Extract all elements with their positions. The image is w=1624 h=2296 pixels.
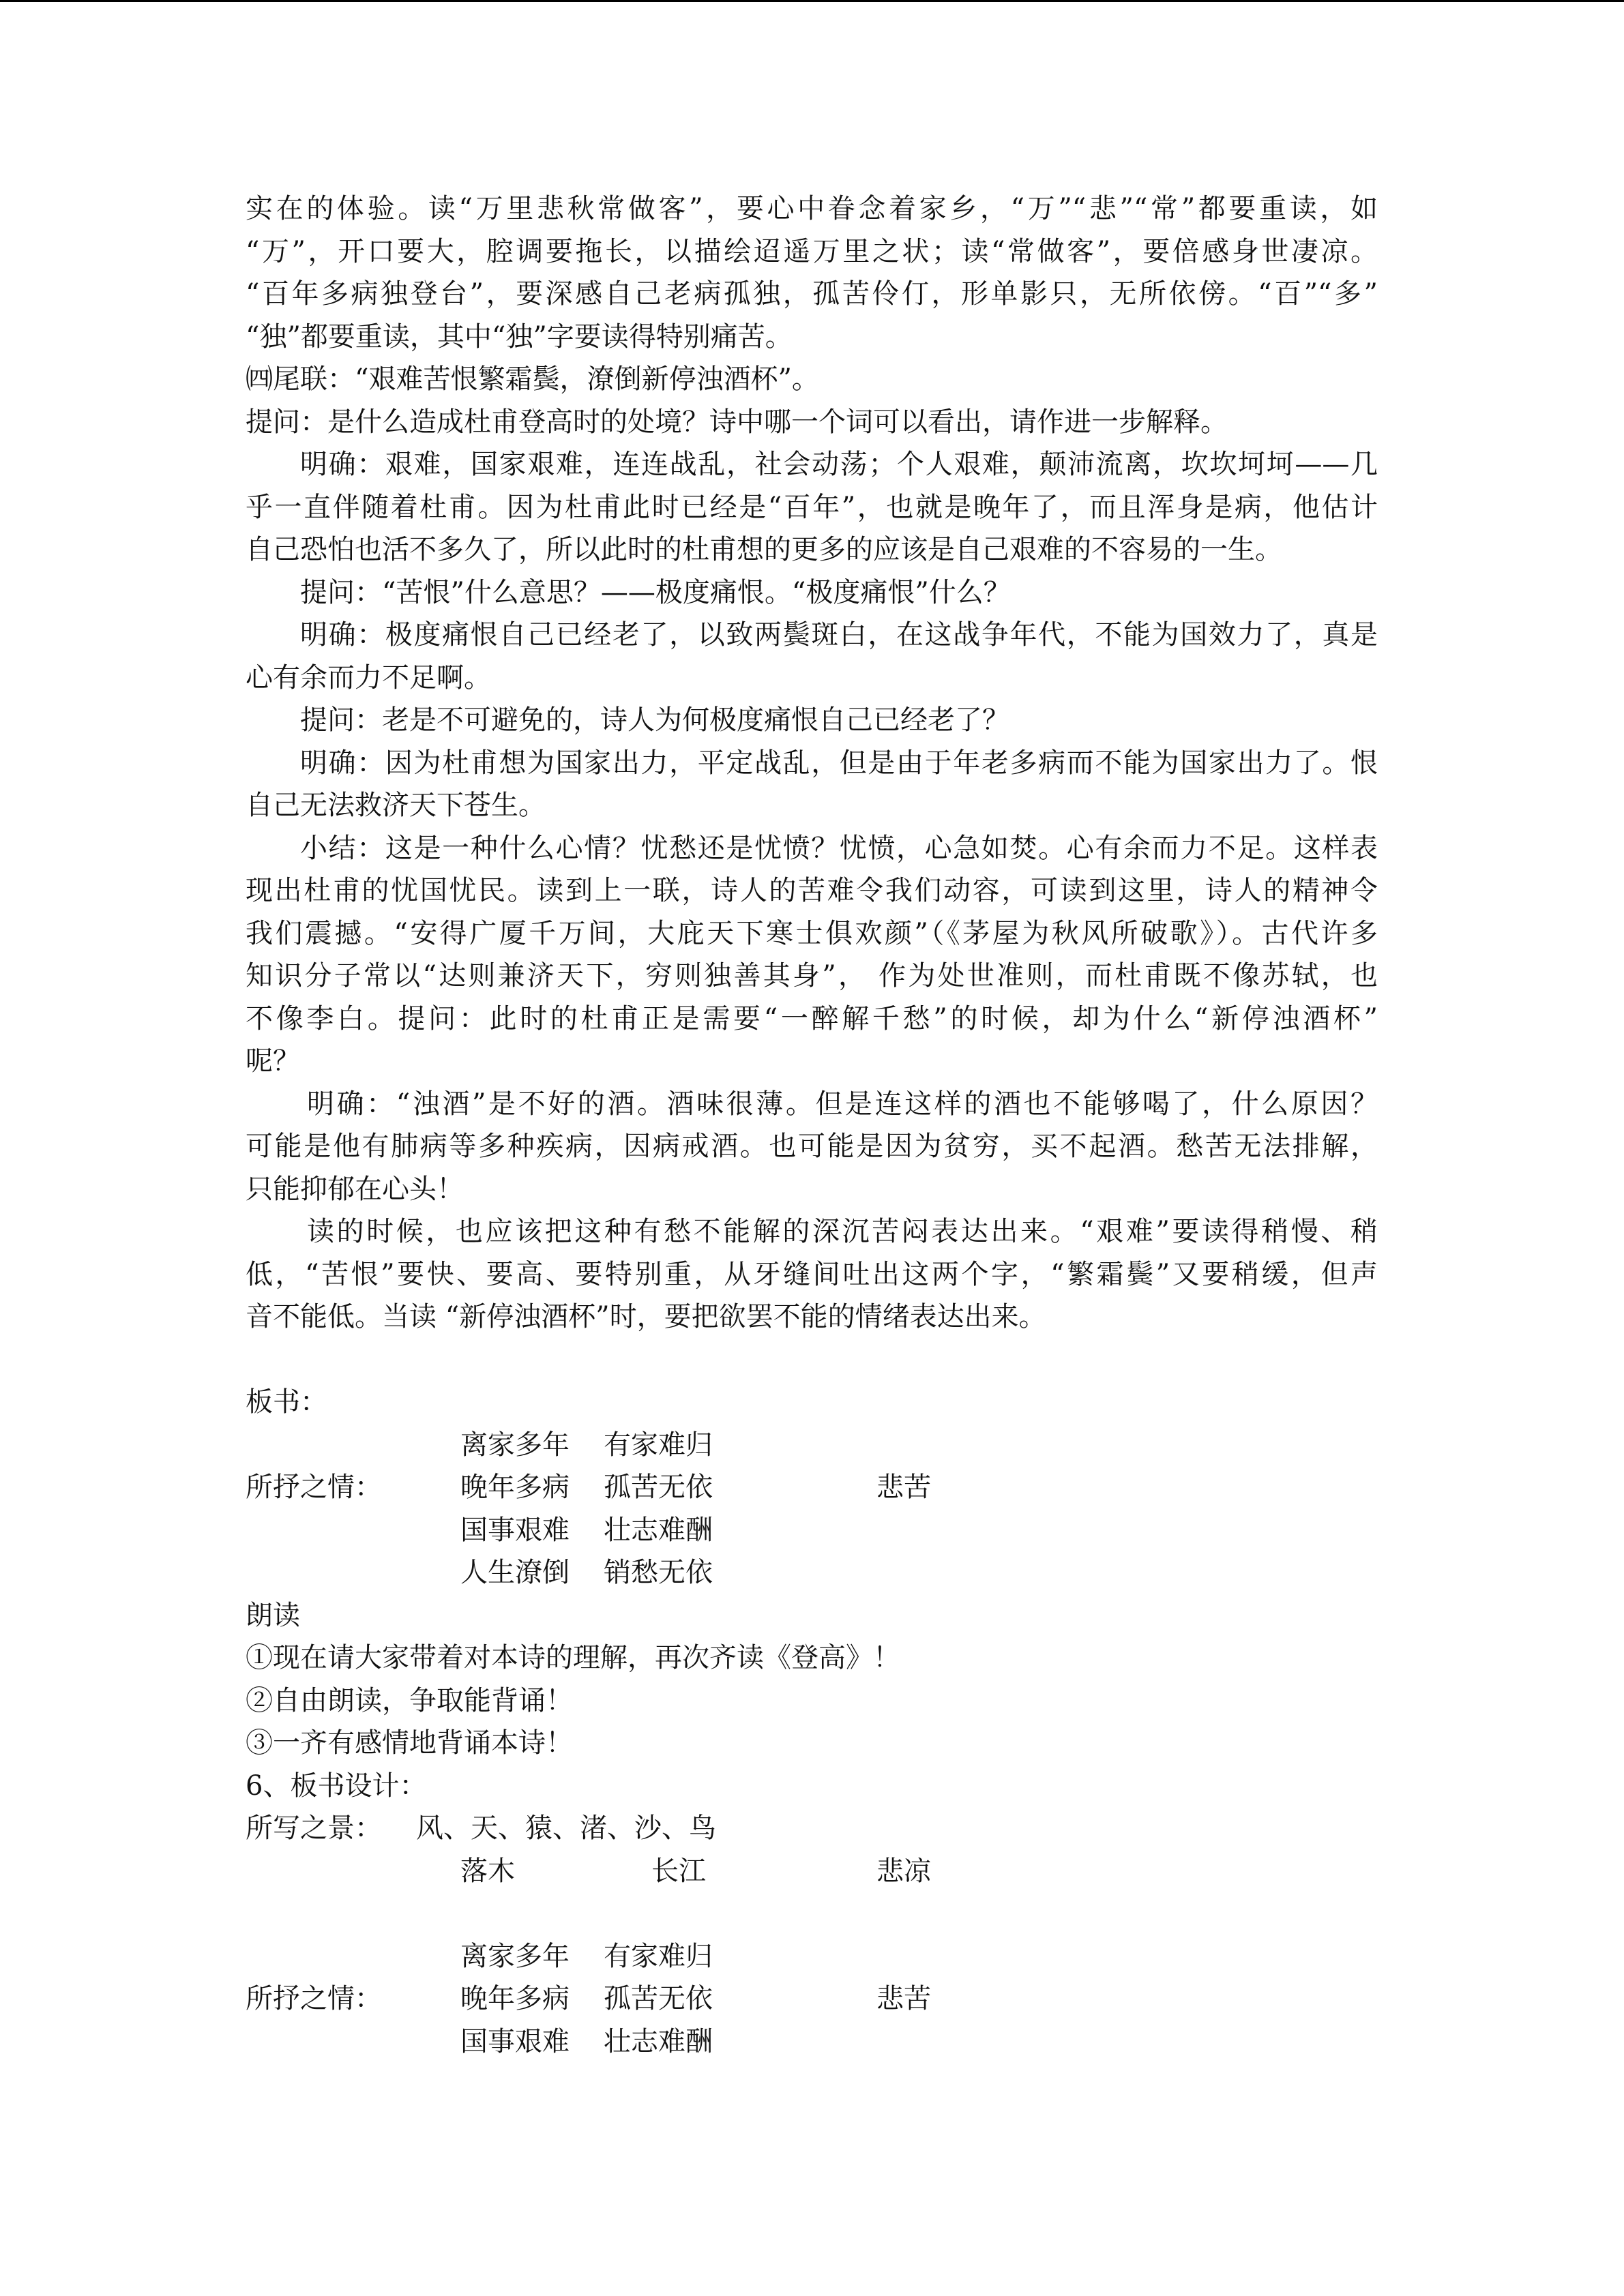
scene-items: 风、天、猿、渚、沙、鸟 <box>416 1813 716 1844</box>
reading-item: ③一齐有感情地背诵本诗！ <box>246 1727 573 1759</box>
board-row-item-b: 壮志难酬 <box>604 2025 713 2057</box>
paragraph-line: 音不能低。当读 “新停浊酒杯”时，要把欲罢不能的情绪表达出来。 <box>246 1301 1046 1332</box>
board-notes-section <box>246 1381 1378 1594</box>
paragraph-line: 知识分子常以“达则兼济天下，穷则独善其身”， 作为处世准则，而杜甫既不像苏轼，也 <box>246 960 1378 992</box>
board-row-item-b: 有家难归 <box>604 1429 713 1461</box>
board-row <box>246 1509 1378 1552</box>
board-row-item-a: 晚年多病 <box>460 1472 570 1503</box>
board-row-label: 所抒之情： <box>246 1472 382 1503</box>
paragraph-line: 只能抑郁在心头！ <box>246 1173 464 1205</box>
board-row-label: 所抒之情： <box>246 1983 382 2014</box>
paragraph-line: “万”，开口要大，腔调要拖长，以描绘迢遥万里之状；读“常做客”，要倍感身世凄凉。 <box>246 235 1378 267</box>
paragraph-line: “百年多病独登台”，要深感自己老病孤独，孤苦伶仃，形单影只，无所依傍。“百”“多” <box>246 278 1378 310</box>
board-design-heading: 6、板书设计： <box>246 1770 427 1802</box>
spacer <box>246 1339 1378 1382</box>
board-row <box>246 2021 1378 2063</box>
paragraph-line: 不像李白。提问：此时的杜甫正是需要“一醉解千愁”的时候，却为什么“新停浊酒杯” <box>246 1002 1378 1034</box>
board-row <box>246 1935 1378 1978</box>
board-row-item-a: 国事艰难 <box>460 2025 570 2057</box>
paragraph-line: 自己无法救济天下苍生。 <box>246 790 546 821</box>
paragraph-line: 低，“苦恨”要快、要高、要特别重，从牙缝间吐出这两个字，“繁霜鬓”又要稍缓，但声 <box>246 1258 1378 1290</box>
board-row-emotion: 悲苦 <box>876 1472 931 1503</box>
board-row-item-a: 人生潦倒 <box>460 1557 570 1588</box>
section-heading-tail-couplet: ㈣尾联：“艰难苦恨繁霜鬓，潦倒新停浊酒杯”。 <box>246 363 819 395</box>
question-line: 提问：“苦恨”什么意思？——极度痛恨。“极度痛恨”什么？ <box>300 576 1011 608</box>
board-row-emotion: 悲苦 <box>876 1983 931 2014</box>
board-row <box>246 1551 1378 1594</box>
answer-line: 明确：“浊酒”是不好的酒。酒味很薄。但是连这样的酒也不能够喝了，什么原因？ <box>307 1088 1378 1120</box>
scene-row <box>246 1850 1378 1893</box>
paragraph-line: 心有余而力不足啊。 <box>246 661 491 694</box>
question-line: 提问：是什么造成杜甫登高时的处境？诗中哪一个词可以看出，请作进一步解释。 <box>246 406 1228 438</box>
scene-item-a: 落木 <box>460 1855 515 1887</box>
board-row-item-a: 离家多年 <box>460 1429 570 1461</box>
paragraph-line: “独”都要重读，其中“独”字要读得特别痛苦。 <box>246 320 793 353</box>
paragraph-line: 自己恐怕也活不多久了，所以此时的杜甫想的更多的应该是自己艰难的不容易的一生。 <box>246 534 1282 565</box>
question-line: 提问：老是不可避免的，诗人为何极度痛恨自己已经老了？ <box>300 704 1009 736</box>
paragraph-line: 呢？ <box>246 1045 300 1077</box>
scene-emotion: 悲凉 <box>876 1855 931 1887</box>
board-row-item-a: 国事艰难 <box>460 1514 570 1546</box>
paragraph-line: 我们震撼。“安得广厦千万间，大庇天下寒士俱欢颜”（《茅屋为秋风所破歌》）。古代许多 <box>246 917 1378 949</box>
board-notes-heading: 板书： <box>246 1386 327 1418</box>
scene-item-b: 长江 <box>651 1855 706 1887</box>
paragraph-line: 可能是他有肺病等多种疾病，因病戒酒。也可能是因为贫穷，买不起酒。愁苦无法排解， <box>246 1131 1378 1162</box>
body-text <box>246 188 1378 1339</box>
answer-line: 明确：艰难，国家艰难，连连战乱，社会动荡；个人艰难，颠沛流离，坎坎坷坷——几 <box>300 449 1378 480</box>
document-page <box>246 188 1378 2063</box>
spacer <box>246 1892 1378 1935</box>
scene-row <box>246 1807 1378 1850</box>
answer-line: 明确：因为杜甫想为国家出力，平定战乱，但是由于年老多病而不能为国家出力了。恨 <box>300 747 1378 779</box>
paragraph-line: 现出杜甫的忧国忧民。读到上一联，诗人的苦难令我们动容，可读到这里，诗人的精神令 <box>246 875 1378 906</box>
reading-section <box>246 1594 1378 1765</box>
board-row <box>246 1424 1378 1467</box>
board-row <box>246 1978 1378 2021</box>
board-row-item-b: 销愁无依 <box>604 1557 713 1588</box>
reading-item: ②自由朗读，争取能背诵！ <box>246 1684 573 1716</box>
answer-line: 明确：极度痛恨自己已经老了，以致两鬓斑白，在这战争年代，不能为国效力了，真是 <box>300 619 1378 651</box>
board-row-item-b: 有家难归 <box>604 1940 713 1972</box>
board-row <box>246 1466 1378 1509</box>
paragraph-line: 实在的体验。读“万里悲秋常做客”，要心中眷念着家乡，“万”“悲”“常”都要重读，如 <box>246 193 1378 224</box>
summary-line: 小结：这是一种什么心情？忧愁还是忧愤？忧愤，心急如焚。心有余而力不足。这样表 <box>300 832 1378 864</box>
board-design-section <box>246 1765 1378 2063</box>
paragraph-line: 乎一直伴随着杜甫。因为杜甫此时已经是“百年”，也就是晚年了，而且浑身是病，他估计 <box>246 491 1378 523</box>
reading-heading: 朗读 <box>246 1599 300 1631</box>
reading-tip-line: 读的时候，也应该把这种有愁不能解的深沉苦闷表达出来。“艰难”要读得稍慢、稍 <box>307 1216 1378 1247</box>
reading-item: ①现在请大家带着对本诗的理解，再次齐读《登高》！ <box>246 1642 900 1673</box>
board-row-item-b: 孤苦无依 <box>604 1472 713 1503</box>
page-top-border <box>0 0 1624 2</box>
board-row-item-a: 离家多年 <box>460 1940 570 1972</box>
board-row-item-b: 壮志难酬 <box>604 1514 713 1546</box>
board-row-item-a: 晚年多病 <box>460 1983 570 2014</box>
board-row-item-b: 孤苦无依 <box>604 1983 713 2014</box>
scene-label: 所写之景： <box>246 1813 382 1844</box>
